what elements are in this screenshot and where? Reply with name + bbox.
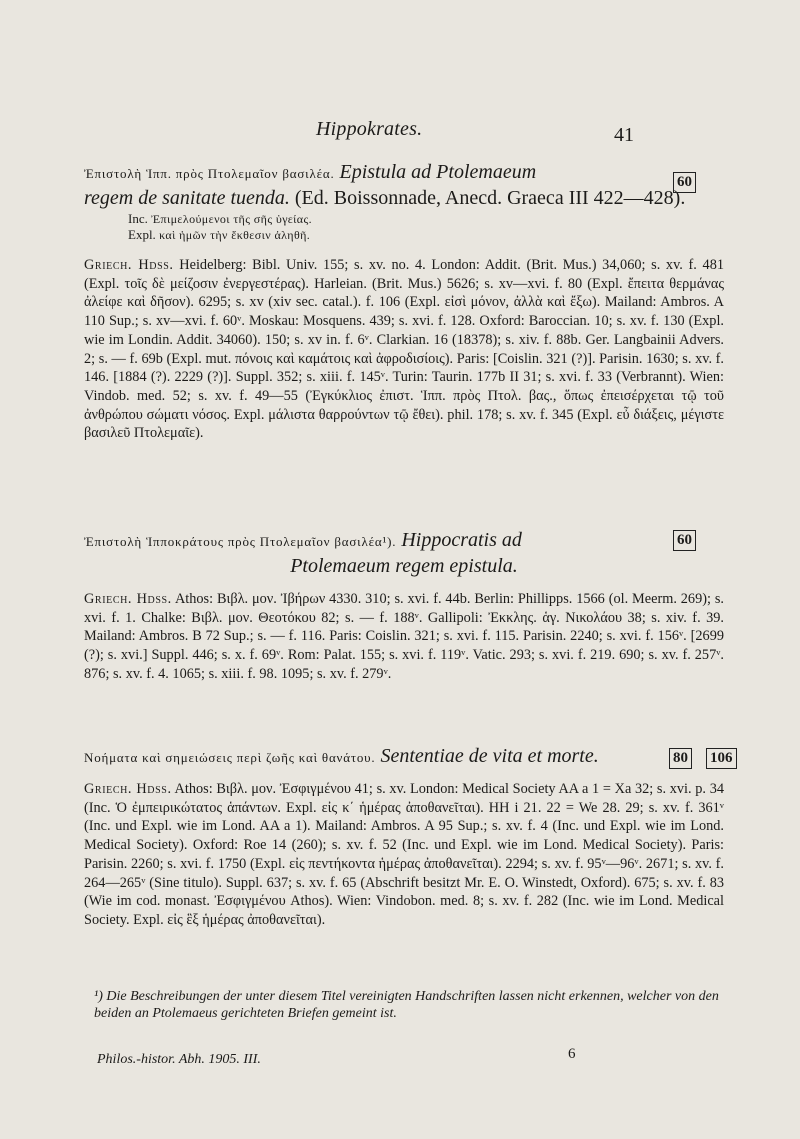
- entry-2: [84, 528, 724, 684]
- entry-1-latin-title: Epistula ad Ptolemaeum: [339, 161, 537, 183]
- explicit-text: καὶ ἡμῶν τὴν ἕκθεσιν ἀληθῆ.: [159, 228, 311, 242]
- entry-3-latin-title: Sententiae de vita et morte.: [380, 745, 599, 767]
- entry-2-title: [84, 528, 724, 554]
- reference-box-60: 60: [673, 172, 696, 193]
- entry-1-title-line2: [84, 186, 724, 210]
- manuscripts-list: Athos: Βιβλ. μον. Ἐσφιγμένου 41; s. xv. London: Medical Society AA a 1 = Xa 32; s. xvi. p. 34 (Inc. Ὁ ἐμπειρικώτατος ἁπάντων. Expl. εἰς κ΄ ἡμέρας ἀποθανεῖται). HH i 21. 22 = We 28. 29; s. xv. f. 361ᵛ (Inc. und Expl. wie im Lond. AA a 1). Mailand: Ambros. A 95 Sup.; s. xv. f. 4 (Inc. und Expl. wie im Lond. Medical Society). Oxford: Roe 14 (260); s. xv. f. 52 (Inc. und Expl. wie im Lond. Medical Society). Paris: Parisin. 2260; s. xvi. f. 1750 (Expl. εἰς πεντήκοντα ἡμέρας ἀποθανεῖται). 2294; s. xv. f. 95ᵛ—96ᵛ. 2671; s. xv. f. 264—265ᵛ (Sine titulo). Suppl. 637; s. xv. f. 65 (Abschrift besitzt Mr. E. O. Winstedt, Oxford). 675; s. xv. f. 83 (Wie im cod. monast. Ἐσφιγμένου Athos). Wien: Vindobon. med. 8; s. xv. f. 282 (Inc. wie im Lond. Medical Society. Expl. εἰς ἓξ ἡμέρας ἀποθανεῖται).: [84, 781, 724, 928]
- signature-mark: 6: [568, 1046, 576, 1062]
- manuscripts-label: Griech. Hdss.: [84, 591, 172, 607]
- reference-box-106: 106: [706, 748, 737, 769]
- manuscripts-list: Heidelberg: Bibl. Univ. 155; s. xv. no. 4. London: Addit. (Brit. Mus.) 34,060; s. xv. f. 481 (Expl. τοῖς δὲ μείζοσιν ἐνεργεστέρας). Harleian. (Brit. Mus.) 5626; s. xv—xvi. f. 80 (Expl. ἔπειτα θερμάνας ἀλείφε καὶ δῆσον). 6295; s. xv (xiv sec. catal.). f. 106 (Expl. εἰσὶ μόνον, ἀλλὰ καὶ ἔξω). Mailand: Ambros. A 110 Sup.; s. xv—xvi. f. 60ᵛ. Moskau: Mosquens. 439; s. xvi. f. 128. Oxford: Baroccian. 10; s. xv. f. 130 (Expl. wie im Londin. Addit. 34060). 150; s. xv in. f. 6ᵛ. Clarkian. 16 (18378); s. xiv. f. 88b. Ger. Langbainii Advers. 2; s. — f. 69b (Expl. mut. πόνοις καὶ καμάτοις καὶ ἀφροδισίοις). Paris: [Coislin. 321 (?)]. Parisin. 1630; s. xv. f. 146. [1884 (?). 2229 (?)]. Suppl. 352; s. xiii. f. 145ᵛ. Turin: Taurin. 177b II 31; s. xvi. f. 33 (Verbrannt). Wien: Vindob. med. 52; s. xv. f. 49—55 (Ἐγκύκλιος ἐπιστ. Ἱππ. πρὸς Πτολ. βας., ὅπως ἐπεισέρχεται τῷ τοῦ ἀνθρώπου σώματι νόσος. Expl. μάλιστα θαρρούντων τῷ ἔθει). phil. 178; s. xv. f. 345 (Expl. εὖ διάξεις, μέγιστε βασιλεῦ Πτολεμαῖε).: [84, 257, 724, 442]
- entry-1-manuscripts: [84, 256, 724, 443]
- entry-1-incipit: [128, 212, 724, 226]
- reference-box-80: 80: [669, 748, 692, 769]
- entry-3-greek-title: Νοήματα καὶ σημειώσεις περὶ ζωῆς καὶ θανάτου.: [84, 750, 376, 765]
- entry-1-latin-title-cont: regem de sanitate tuenda.: [84, 187, 290, 209]
- entry-3-manuscripts: [84, 780, 724, 930]
- reference-box-60: 60: [673, 530, 696, 551]
- entry-2-greek-title: Ἐπιστολὴ Ἱπποκράτους πρὸς Πτολεμαῖον βασιλέα¹).: [84, 534, 397, 549]
- manuscripts-list: Athos: Βιβλ. μον. Ἰβήρων 4330. 310; s. xvi. f. 44b. Berlin: Phillipps. 1566 (ol. Meerm. 269); s. xvi. f. 1. Chalke: Βιβλ. μον. Θεοτόκου 82; s. — f. 188ᵛ. Gallipoli: Ἐκκλης. ἁγ. Νικολάου 38; s. xiv. f. 39. Mailand: Ambros. B 72 Sup.; s. — f. 116. Paris: Coislin. 321; s. xvi. f. 115. Parisin. 2240; s. xvi. f. 156ᵛ. [2699 (?); s. xvi.] Suppl. 446; s. x. f. 69ᵛ. Rom: Palat. 155; s. xvi. f. 119ᵛ. Vatic. 293; s. xvi. f. 219. 690; s. xv. f. 257ᵛ. 876; s. xv. f. 4. 1065; s. xiii. f. 98. 1095; s. xv. f. 279ᵛ.: [84, 591, 724, 682]
- manuscripts-label: Griech. Hdss.: [84, 257, 174, 273]
- entry-3: [84, 744, 724, 930]
- entry-2-title-line2: Ptolemaeum regem epistula.: [290, 555, 518, 577]
- entry-1-explicit: [128, 228, 724, 242]
- explicit-label: Expl.: [128, 227, 156, 242]
- entry-2-manuscripts: [84, 590, 724, 684]
- manuscripts-label: Griech. Hdss.: [84, 781, 172, 797]
- entry-3-title: [84, 744, 654, 770]
- running-head: Hippokrates.: [316, 118, 423, 140]
- entry-1-greek-title: Ἐπιστολὴ Ἱππ. πρὸς Πτολεμαῖον βασιλέα.: [84, 166, 335, 181]
- page-number: 41: [614, 124, 634, 146]
- publication-reference: Philos.-histor. Abh. 1905. III.: [97, 1052, 261, 1067]
- footnote: ¹) Die Beschreibungen der unter diesem Titel vereinigten Handschriften lassen nicht erkennen, welcher von den beiden an Ptolemaeus gerichteten Briefen gemeint ist.: [94, 989, 719, 1021]
- entry-1-title: [84, 160, 724, 186]
- incipit-label: Inc.: [128, 211, 148, 226]
- incipit-text: Ἐπιμελούμενοι τῆς σῆς ὑγείας.: [151, 212, 313, 226]
- entry-2-latin-title: Hippocratis ad: [401, 529, 522, 551]
- entry-1: [84, 160, 724, 443]
- entry-1-edition: (Ed. Boissonnade, Anecd. Graeca III 422—428).: [294, 187, 686, 209]
